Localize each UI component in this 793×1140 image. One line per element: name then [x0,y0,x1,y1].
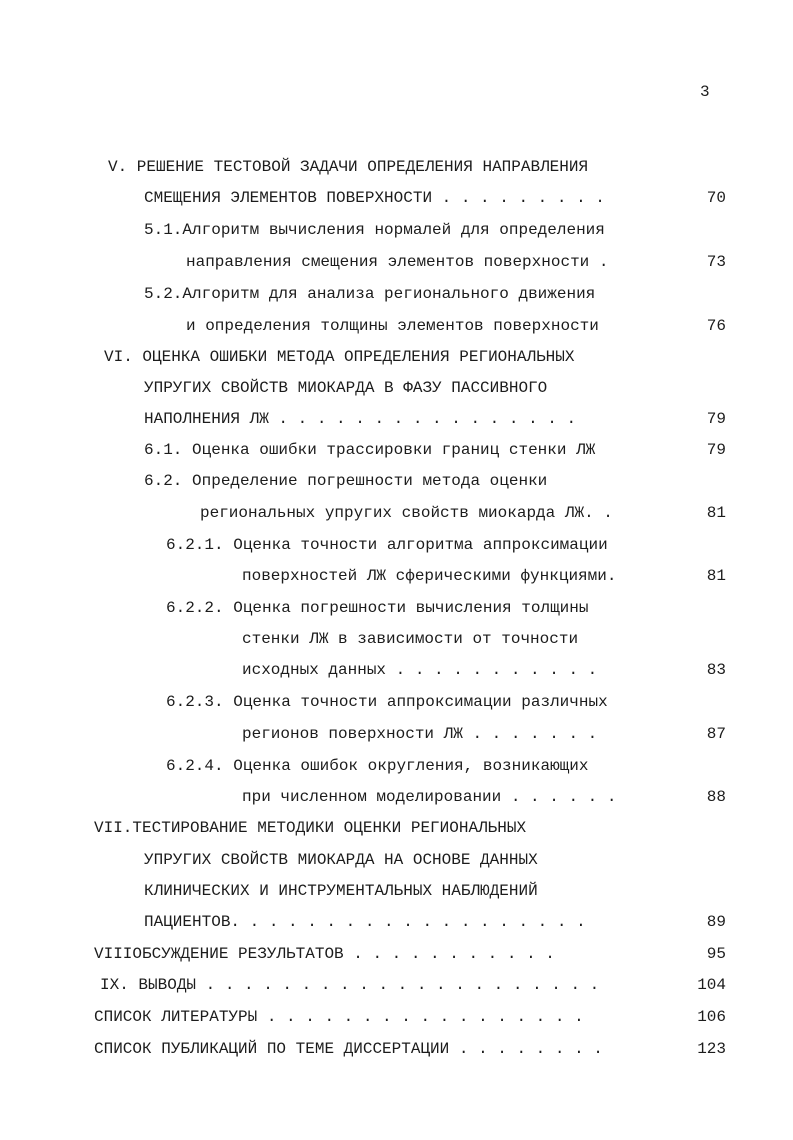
toc-line [104,344,726,370]
toc-line [94,941,726,967]
toc-line [242,626,726,652]
toc-entry-page: 104 [697,976,726,994]
toc-entry-text: СПИСОК ПУБЛИКАЦИЙ ПО ТЕМЕ ДИССЕРТАЦИИ . . . . . . . . [94,1040,603,1058]
toc-entry-text: IX. ВЫВОДЫ . . . . . . . . . . . . . . . . . . . . . [100,976,600,994]
toc-entry-text: УПРУГИХ СВОЙСТВ МИОКАРДА В ФАЗУ ПАССИВНОГО [144,379,548,397]
toc-entry-page: 123 [697,1040,726,1058]
toc-line [166,532,726,558]
toc-entry-page: 95 [706,945,726,963]
toc-line [94,815,726,841]
toc-line [144,847,726,873]
toc-entry-text: СПИСОК ЛИТЕРАТУРЫ . . . . . . . . . . . . . . . . . [94,1008,584,1026]
toc-entry-text: ПАЦИЕНТОВ. . . . . . . . . . . . . . . . . . . [144,913,586,931]
toc-entry-text: исходных данных . . . . . . . . . . . [242,661,598,679]
toc-entry-text: 6.2.3. Оценка точности аппроксимации различных [166,693,608,711]
toc-line [186,249,726,275]
toc-entry-text: 6.2. Определение погрешности метода оценки [144,472,548,490]
toc-entry-text: УПРУГИХ СВОЙСТВ МИОКАРДА НА ОСНОВЕ ДАННЫХ [144,851,538,869]
toc-entry-text: НАПОЛНЕНИЯ ЛЖ . . . . . . . . . . . . . . . . [144,410,577,428]
toc-line [242,784,726,810]
toc-entry-text: СМЕЩЕНИЯ ЭЛЕМЕНТОВ ПОВЕРХНОСТИ . . . . . . . . . [144,189,605,207]
toc-entry-text: и определения толщины элементов поверхности [186,317,599,335]
toc-entry-page: 79 [706,441,726,459]
toc-entry-text: VIIIОБСУЖДЕНИЕ РЕЗУЛЬТАТОВ . . . . . . . . . . . [94,945,555,963]
toc-line [144,185,726,211]
toc-entry-page: 81 [706,567,726,585]
toc-entry-text: 6.2.2. Оценка погрешности вычисления толщины [166,599,589,617]
toc-line [242,721,726,747]
toc-entry-page: 106 [697,1008,726,1026]
toc-entry-page: 70 [706,189,726,207]
toc-line [242,657,726,683]
toc-entry-page: 89 [706,913,726,931]
toc-entry-text: V. РЕШЕНИЕ ТЕСТОВОЙ ЗАДАЧИ ОПРЕДЕЛЕНИЯ НАПРАВЛЕНИЯ [108,158,589,176]
toc-entry-text: VI. ОЦЕНКА ОШИБКИ МЕТОДА ОПРЕДЕЛЕНИЯ РЕГИОНАЛЬНЫХ [104,348,575,366]
toc-line [144,281,726,307]
toc-entry-page: 83 [706,661,726,679]
toc-line [186,313,726,339]
toc-entry-page: 87 [706,725,726,743]
toc-line [94,1036,726,1062]
toc-entry-text: 5.1.Алгоритм вычисления нормалей для определения [144,221,605,239]
toc-entry-page: 81 [706,504,726,522]
toc-entry-page: 76 [706,317,726,335]
toc-entry-text: региональных упругих свойств миокарда ЛЖ. . [200,504,613,522]
page-number: 3 [700,83,710,101]
toc-line [242,563,726,589]
toc-line [144,909,726,935]
toc-entry-page: 79 [706,410,726,428]
toc-entry-text: при численном моделировании . . . . . . [242,788,617,806]
toc-entry-text: стенки ЛЖ в зависимости от точности [242,630,579,648]
toc-entry-text: VII.ТЕСТИРОВАНИЕ МЕТОДИКИ ОЦЕНКИ РЕГИОНАЛЬНЫХ [94,819,527,837]
toc-line [166,689,726,715]
toc-line [144,878,726,904]
toc-entry-page: 88 [706,788,726,806]
toc-entry-text: регионов поверхности ЛЖ . . . . . . . [242,725,598,743]
toc-line [200,500,726,526]
toc-entry-text: направления смещения элементов поверхности . [186,253,609,271]
toc-entry-text: 5.2.Алгоритм для анализа регионального движения [144,285,596,303]
toc-line [100,972,726,998]
toc-line [144,437,726,463]
toc-entry-text: 6.1. Оценка ошибки трассировки границ стенки ЛЖ [144,441,596,459]
toc-line [166,753,726,779]
toc-line [166,595,726,621]
toc-line [144,406,726,432]
toc-line [108,154,726,180]
toc-entry-text: КЛИНИЧЕСКИХ И ИНСТРУМЕНТАЛЬНЫХ НАБЛЮДЕНИЙ [144,882,538,900]
toc-line [144,468,726,494]
toc-line [144,217,726,243]
toc-entry-text: 6.2.1. Оценка точности алгоритма аппроксимации [166,536,608,554]
toc-line [144,375,726,401]
toc-entry-text: 6.2.4. Оценка ошибок округления, возникающих [166,757,589,775]
toc-entry-page: 73 [706,253,726,271]
toc-entry-text: поверхностей ЛЖ сферическими функциями. [242,567,617,585]
toc-line [94,1004,726,1030]
